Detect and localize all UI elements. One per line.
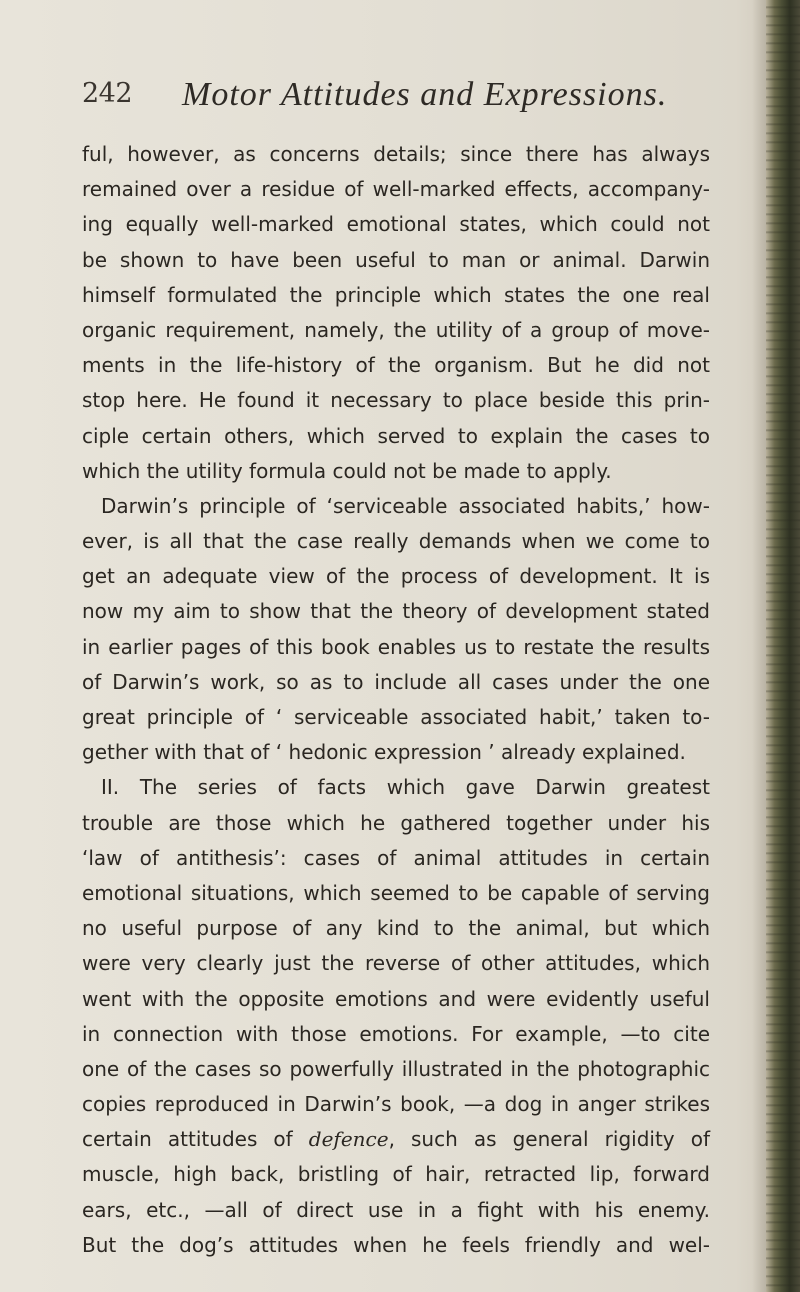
text-line: certain attitudes of defence, such as general rigidity of (82, 1127, 710, 1152)
text-line: went with the opposite emotions and were evidently useful (82, 986, 710, 1011)
text-line: emotional situations, which seemed to be capable of serving (82, 880, 710, 905)
page-header (82, 78, 762, 124)
text-line: no useful purpose of any kind to the animal, but which (82, 916, 710, 941)
text-line: organic requirement, namely, the utility of a group of move- (82, 317, 710, 342)
body-text (82, 137, 710, 1263)
text-line: great principle of ‘ serviceable associated habit,’ taken to- (82, 705, 710, 729)
text-line: gether with that of ‘ hedonic expression ’ already explained. (82, 740, 686, 765)
text-line: remained over a residue of well-marked effects, accompany- (82, 177, 710, 202)
text-line: ever, is all that the case really demands when we come to (82, 529, 710, 554)
text-line: copies reproduced in Darwin’s book, —a dog in anger strikes (82, 1092, 710, 1117)
text-line: But the dog’s attitudes when he feels friendly and wel- (82, 1232, 710, 1257)
running-title: Motor Attitudes and Expressions. (182, 76, 668, 113)
text-line: were very clearly just the reverse of other attitudes, which (82, 951, 710, 976)
text-line: ears, etc., —all of direct use in a fight with his enemy. (82, 1197, 710, 1222)
text-line: which the utility formula could not be made to apply. (82, 458, 612, 483)
text-line: in connection with those emotions. For example, —to cite (82, 1021, 710, 1046)
text-line: get an adequate view of the process of development. It is (82, 564, 710, 589)
text-line: in earlier pages of this book enables us to restate the results (82, 634, 710, 659)
text-line: himself formulated the principle which states the one real (82, 282, 710, 307)
text-line: Darwin’s principle of ‘serviceable associated habits,’ how- (101, 493, 710, 518)
text-line: muscle, high back, bristling of hair, retracted lip, forward (82, 1162, 710, 1187)
text-line: of Darwin’s work, so as to include all cases under the one (82, 669, 710, 694)
text-line: ing equally well-marked emotional states, which could not (82, 212, 710, 237)
text-line: stop here. He found it necessary to place beside this prin- (82, 388, 710, 413)
text-line: ful, however, as concerns details; since there has always (82, 142, 710, 166)
page-edge (766, 0, 800, 1292)
text-line: ‘law of antithesis’: cases of animal attitudes in certain (82, 845, 710, 870)
text-line: ments in the life-history of the organism. But he did not (82, 353, 710, 378)
text-line: II. The series of facts which gave Darwin greatest (101, 775, 710, 800)
text-line: be shown to have been useful to man or animal. Darwin (82, 247, 710, 272)
page-number: 242 (82, 78, 133, 109)
text-line: now my aim to show that the theory of development stated (82, 599, 710, 624)
text-line: ciple certain others, which served to explain the cases to (82, 423, 710, 448)
text-line: trouble are those which he gathered together under his (82, 810, 710, 835)
page-gutter-shadow (752, 0, 766, 1292)
text-line: one of the cases so powerfully illustrated in the photographic (82, 1056, 710, 1081)
